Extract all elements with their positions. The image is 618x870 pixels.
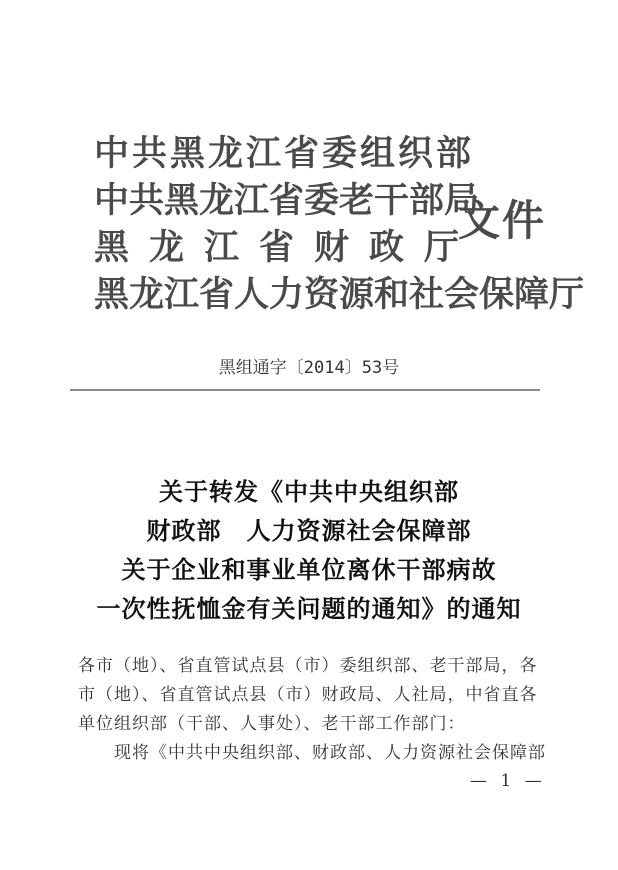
title-line: 财政部 人力资源社会保障部 [146,516,472,545]
header-divider [70,389,540,391]
issuer-line: 黑龙江省财政厅 [94,227,480,268]
body-paragraph: 现将《中共中央组织部、财政部、人力资源社会保障部 [114,743,546,763]
issuer-line: 中共黑龙江省委老干部局 [94,180,480,221]
recipient-line: 各市（地）、省直管试点县（市）委组织部、老干部局，各 [78,656,538,676]
document-number: 黑组通字〔2014〕53号 [218,358,400,378]
page-number: — 1 — [470,771,546,791]
document-label: 文件 [458,196,547,245]
document-body [78,652,548,768]
recipient-line: 单位组织部（干部、人事处）、老干部工作部门： [78,714,466,734]
issuer-line: 中共黑龙江省委组织部 [94,133,475,174]
recipient-line: 市（地）、省直管试点县（市）财政局、人社局，中省直各 [78,685,538,705]
title-line: 关于转发《中共中央组织部 [159,477,459,506]
title-line: 关于企业和事业单位离休干部病故 [121,555,497,584]
issuer-line: 黑龙江省人力资源和社会保障厅 [94,274,585,315]
title-line: 一次性抚恤金有关问题的通知》的通知 [96,594,522,623]
document-title [0,472,618,628]
